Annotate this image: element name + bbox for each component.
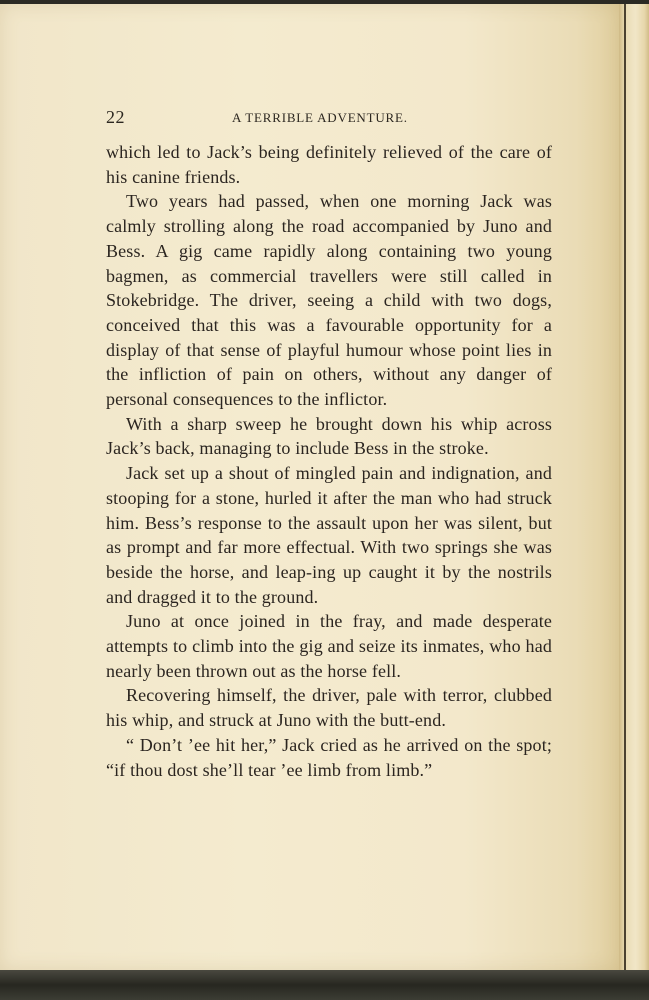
bottom-edge <box>0 970 649 1000</box>
page-number: 22 <box>106 107 125 127</box>
body-text <box>106 140 552 782</box>
paragraph: Two years had passed, when one morning Jack was calmly strolling along the road accompanied by Juno and Bess. A gig came rapidly along containing two young bagmen, as commercial travellers were still called in Stokebridge. The driver, seeing a child with two dogs, conceived that this was a favourable opportunity for a display of that sense of playful humour whose point lies in the infliction of pain on others, without any danger of personal consequences to the inflictor. <box>106 191 552 410</box>
book-page <box>0 4 619 970</box>
paragraph: Recovering himself, the driver, pale with terror, clubbed his whip, and struck at Juno with the butt-end. <box>106 685 552 731</box>
page-header <box>106 107 552 129</box>
paragraph: With a sharp sweep he brought down his whip across Jack’s back, managing to include Bess in the stroke. <box>106 413 552 459</box>
running-head: A TERRIBLE ADVENTURE. <box>232 110 408 125</box>
paragraph: Juno at once joined in the fray, and made desperate attempts to climb into the gig and seize its inmates, who had nearly been thrown out as the horse fell. <box>106 611 552 681</box>
paragraph: which led to Jack’s being definitely relieved of the care of his canine friends. <box>106 142 552 187</box>
page-edge <box>619 4 649 970</box>
paragraph: “ Don’t ’ee hit her,” Jack cried as he arrived on the spot; “if thou dost she’ll tear ’ee limb from limb.” <box>106 734 552 780</box>
paragraph: Jack set up a shout of mingled pain and indignation, and stooping for a stone, hurled it after the man who had struck him. Bess’s response to the assault upon her was silent, but as prompt and far more effectual. With two springs she was beside the horse, and leap-ing up caught it by the nostrils and dragged it to the ground. <box>106 463 552 607</box>
